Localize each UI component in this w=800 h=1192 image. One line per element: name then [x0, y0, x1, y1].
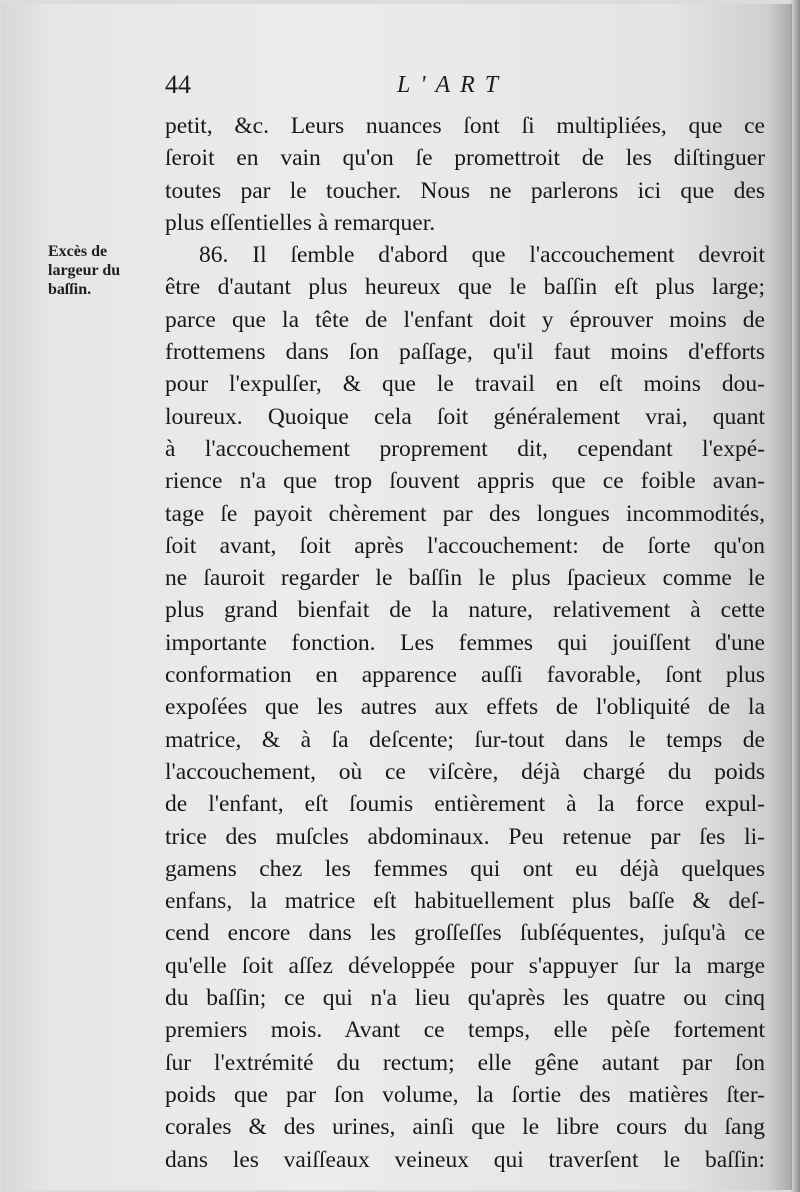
- text-line: expoſées que les autres aux effets de l'obliquité de la: [165, 694, 765, 721]
- text-line: trice des muſcles abdominaux. Peu retenue par ſes li-: [165, 823, 765, 850]
- text-line: gamens chez les femmes qui ont eu déjà quelques: [165, 855, 765, 882]
- text-line: toutes par le toucher. Nous ne parlerons ici que des: [165, 177, 765, 204]
- text-line: 86. Il ſemble d'abord que l'accouchement devroit: [199, 242, 765, 269]
- page-edge-shadow: [790, 0, 800, 1192]
- running-head: [165, 70, 765, 106]
- text-line: plus grand bienfait de la nature, relativement à cette: [165, 597, 765, 624]
- text-line: ſur l'extrémité du rectum; elle gêne autant par ſon: [165, 1049, 765, 1076]
- text-line: importante fonction. Les femmes qui jouiſſent d'une: [165, 629, 765, 656]
- text-line: à l'accouchement proprement dit, cependant l'expé-: [165, 435, 765, 462]
- text-line: parce que la tête de l'enfant doit y éprouver moins de: [165, 306, 765, 333]
- text-line: être d'autant plus heureux que le baſſin eſt plus large;: [165, 274, 765, 301]
- text-line: l'accouchement, où ce viſcère, déjà chargé du poids: [165, 758, 765, 785]
- margin-note-line: largeur du: [48, 262, 121, 279]
- text-line: cend encore dans les groſſeſſes ſubſéquentes, juſqu'à ce: [165, 920, 765, 947]
- text-line: plus eſſentielles à remarquer.: [165, 209, 436, 236]
- text-line: rience n'a que trop ſouvent appris que ce foible avan-: [165, 468, 765, 495]
- text-line: tage ſe payoit chèrement par des longues incommodités,: [165, 500, 765, 527]
- text-line: pour l'expulſer, & que le travail en eſt moins dou-: [165, 371, 765, 398]
- text-line: frottemens dans ſon paſſage, qu'il faut moins d'efforts: [165, 339, 765, 366]
- text-line: dans les vaiſſeaux veineux qui traverſent le baſſin:: [165, 1146, 765, 1173]
- page-number: 44: [165, 70, 191, 99]
- text-line: ſeroit en vain qu'on ſe promettroit de les diſtinguer: [165, 145, 765, 172]
- margin-note: [48, 242, 168, 299]
- text-line: ne ſauroit regarder le baſſin le plus ſpacieux comme le: [165, 565, 765, 592]
- text-line: ſoit avant, ſoit après l'accouchement: de ſorte qu'on: [165, 532, 765, 559]
- text-line: enfans, la matrice eſt habituellement plus baſſe & deſ-: [165, 888, 765, 915]
- text-line: du baſſin; ce qui n'a lieu qu'après les quatre ou cinq: [165, 985, 765, 1012]
- body-text: [165, 110, 765, 1176]
- text-line: qu'elle ſoit aſſez développée pour s'appuyer ſur la marge: [165, 952, 765, 979]
- running-title: L'ART: [397, 72, 509, 98]
- text-line: corales & des urines, ainſi que le libre cours du ſang: [165, 1114, 765, 1141]
- margin-note-line: Excès de: [48, 243, 108, 260]
- text-line: poids que par ſon volume, la ſortie des matières ſter-: [165, 1081, 765, 1108]
- text-line: premiers mois. Avant ce temps, elle pèſe fortement: [165, 1017, 765, 1044]
- text-line: loureux. Quoique cela ſoit généralement vrai, quant: [165, 403, 765, 430]
- text-line: matrice, & à ſa deſcente; ſur-tout dans le temps de: [165, 726, 765, 753]
- text-line: de l'enfant, eſt ſoumis entièrement à la force expul-: [165, 791, 765, 818]
- margin-note-line: baſſin.: [48, 281, 92, 298]
- text-line: conformation en apparence auſſi favorable, ſont plus: [165, 662, 765, 689]
- text-line: petit, &c. Leurs nuances ſont ſi multipliées, que ce: [165, 113, 765, 139]
